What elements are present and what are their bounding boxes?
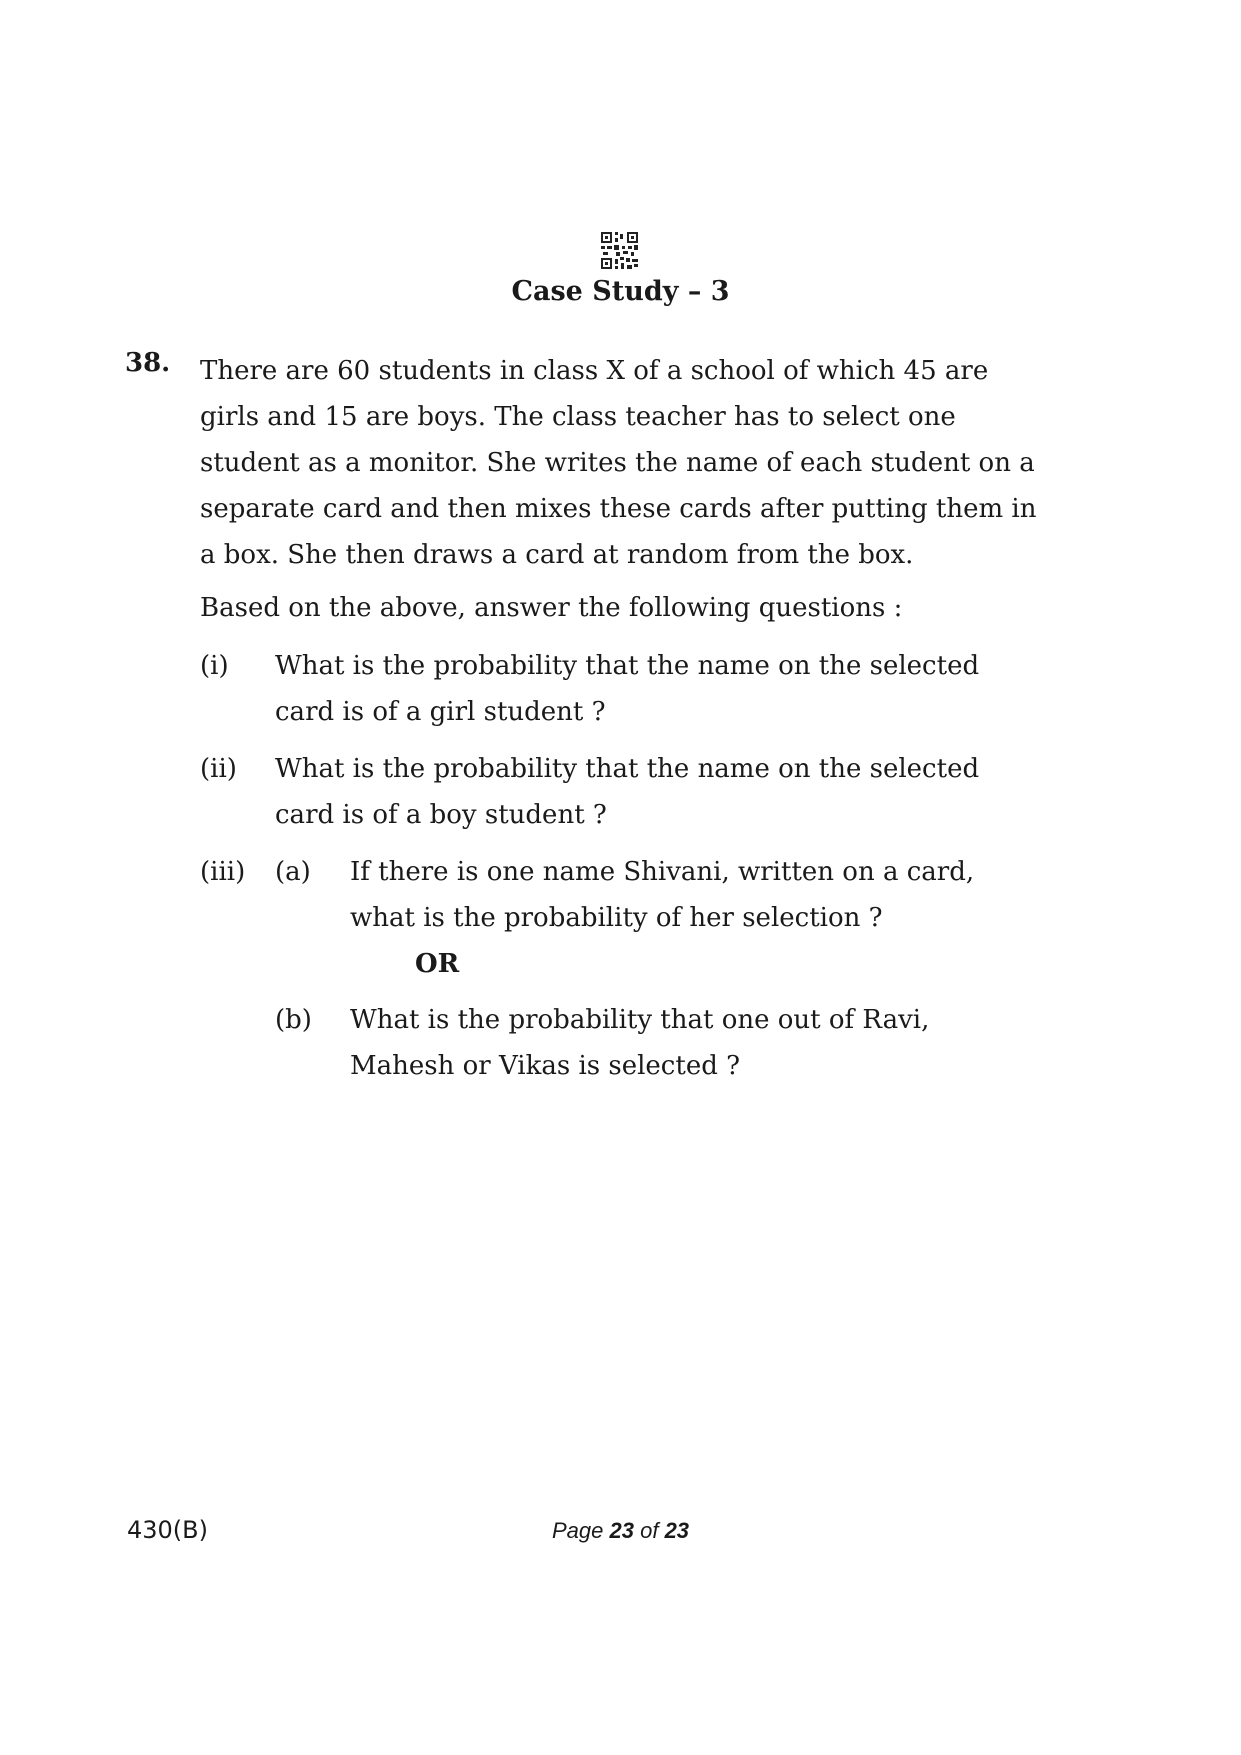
part-iii-b-line: Mahesh or Vikas is selected ? — [350, 1051, 741, 1081]
part-iii-b-line: What is the probability that one out of Ravi, — [350, 1005, 930, 1035]
sub-label-b: (b) — [275, 1005, 312, 1035]
question-intro: Based on the above, answer the following questions : — [200, 593, 903, 623]
part-label-i: (i) — [200, 651, 229, 681]
page-word: Page — [551, 1518, 604, 1543]
part-iii-a-line: If there is one name Shivani, written on a card, — [350, 857, 975, 887]
passage-line: a box. She then draws a card at random from the box. — [200, 540, 914, 570]
passage-line: girls and 15 are boys. The class teacher has to select one — [200, 402, 956, 432]
part-label-iii: (iii) — [200, 857, 246, 887]
case-study-title: Case Study – 3 — [511, 276, 730, 307]
part-i-line: card is of a girl student ? — [275, 697, 606, 727]
question-passage — [200, 348, 1048, 578]
page-current: 23 — [609, 1518, 634, 1543]
part-iii-b-text — [350, 997, 1048, 1089]
sub-label-a: (a) — [275, 857, 311, 887]
passage-line: There are 60 students in class X of a school of which 45 are — [200, 356, 989, 386]
passage-line: separate card and then mixes these cards after putting them in — [200, 494, 1037, 524]
or-separator: OR — [415, 949, 460, 979]
passage-line: student as a monitor. She writes the name of each student on a — [200, 448, 1035, 478]
question-number: 38. — [125, 348, 171, 378]
part-ii-text — [275, 746, 1048, 838]
qr-code-icon — [601, 232, 638, 269]
part-ii-line: card is of a boy student ? — [275, 800, 607, 830]
page-total: 23 — [664, 1518, 690, 1543]
part-i-line: What is the probability that the name on the selected — [275, 651, 980, 681]
page-number — [0, 1518, 1241, 1544]
part-iii-a-text — [350, 849, 1048, 941]
paper-code: 430(B) — [127, 1516, 208, 1544]
page-of: of — [640, 1518, 659, 1543]
part-i-text — [275, 643, 1048, 735]
part-label-ii: (ii) — [200, 754, 237, 784]
part-iii-a-line: what is the probability of her selection ? — [350, 903, 883, 933]
part-ii-line: What is the probability that the name on the selected — [275, 754, 980, 784]
